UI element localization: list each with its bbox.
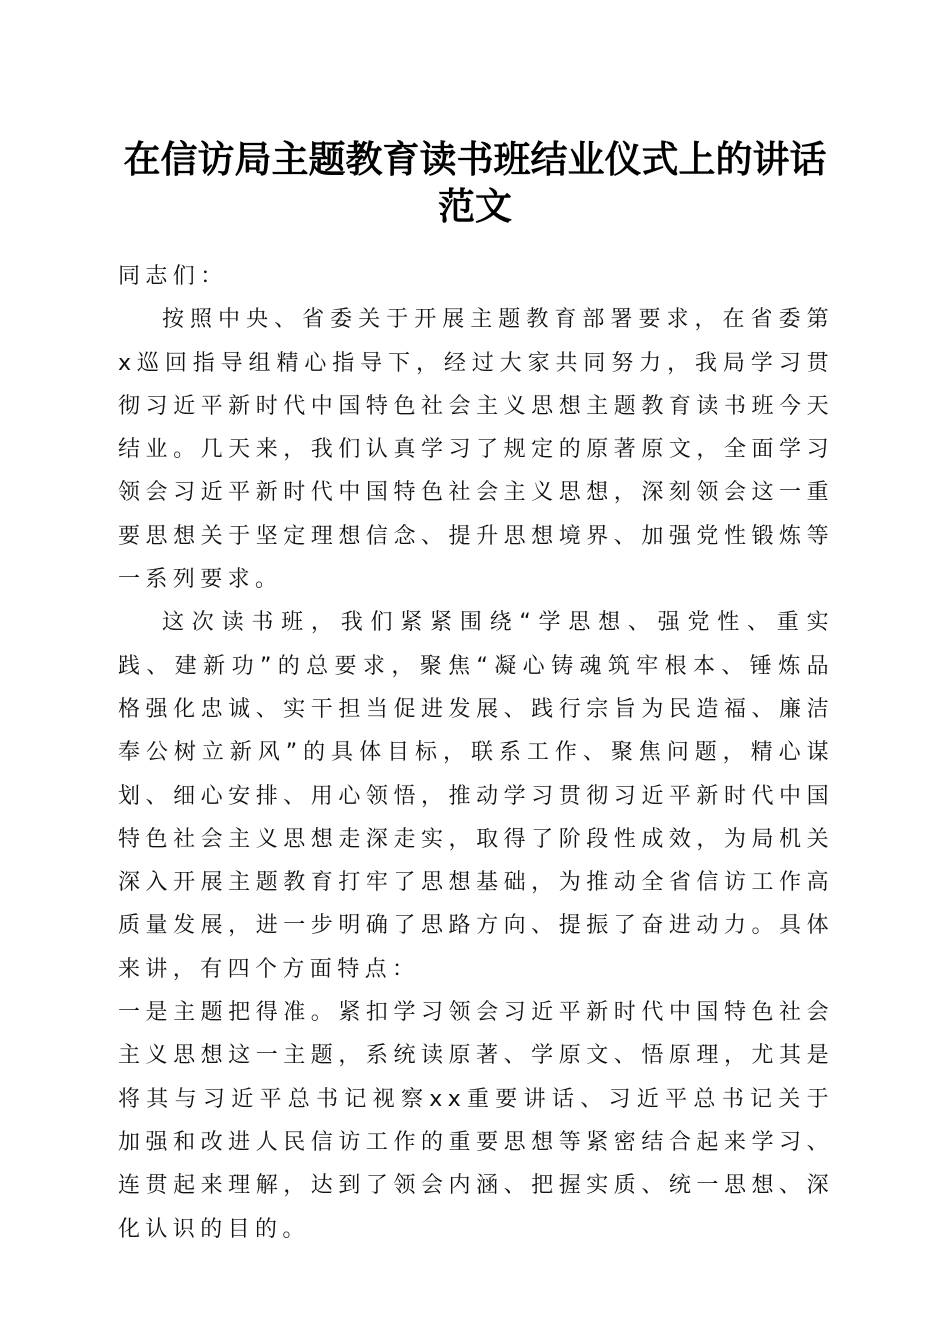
paragraph-point-one: 一是主题把得准。紧扣学习领会习近平新时代中国特色社会主义思想这一主题，系统读原著、学原文、悟原理，尤其是将其与习近平总书记视察xx重要讲话、习近平总书记关于加强和改进人民信访工作的重要思想等紧密结合起来学习、连贯起来理解，达到了领会内涵、把握实质、统一思想、深化认识的目的。 bbox=[118, 1000, 834, 1242]
salutation: 同志们： bbox=[118, 264, 228, 289]
paragraph-reading-class: 这次读书班，我们紧紧围绕“学思想、强党性、重实践、建新功”的总要求，聚焦“凝心铸魂筑牢根本、锤炼品格强化忠诚、实干担当促进发展、践行宗旨为民造福、廉洁奉公树立新风”的具体目标，联系工作、聚焦问题，精心谋划、细心安排、用心领悟，推动学习贯彻习近平新时代中国特色社会主义思想走深走实，取得了阶段性成效，为局机关深入开展主题教育打牢了思想基础，为推动全省信访工作高质量发展，进一步明确了思路方向、提振了奋进动力。具体来讲，有四个方面特点： bbox=[118, 610, 834, 982]
paragraph-intro: 按照中央、省委关于开展主题教育部署要求，在省委第x巡回指导组精心指导下，经过大家共同努力，我局学习贯彻习近平新时代中国特色社会主义思想主题教育读书班今天结业。几天来，我们认真学习了规定的原著原文，全面学习领会习近平新时代中国特色社会主义思想，深刻领会这一重要思想关于坚定理想信念、提升思想境界、加强党性锻炼等一系列要求。 bbox=[118, 307, 834, 593]
document-body bbox=[118, 255, 834, 1251]
document-title: 在信访局主题教育读书班结业仪式上的讲话范文 bbox=[123, 137, 827, 228]
